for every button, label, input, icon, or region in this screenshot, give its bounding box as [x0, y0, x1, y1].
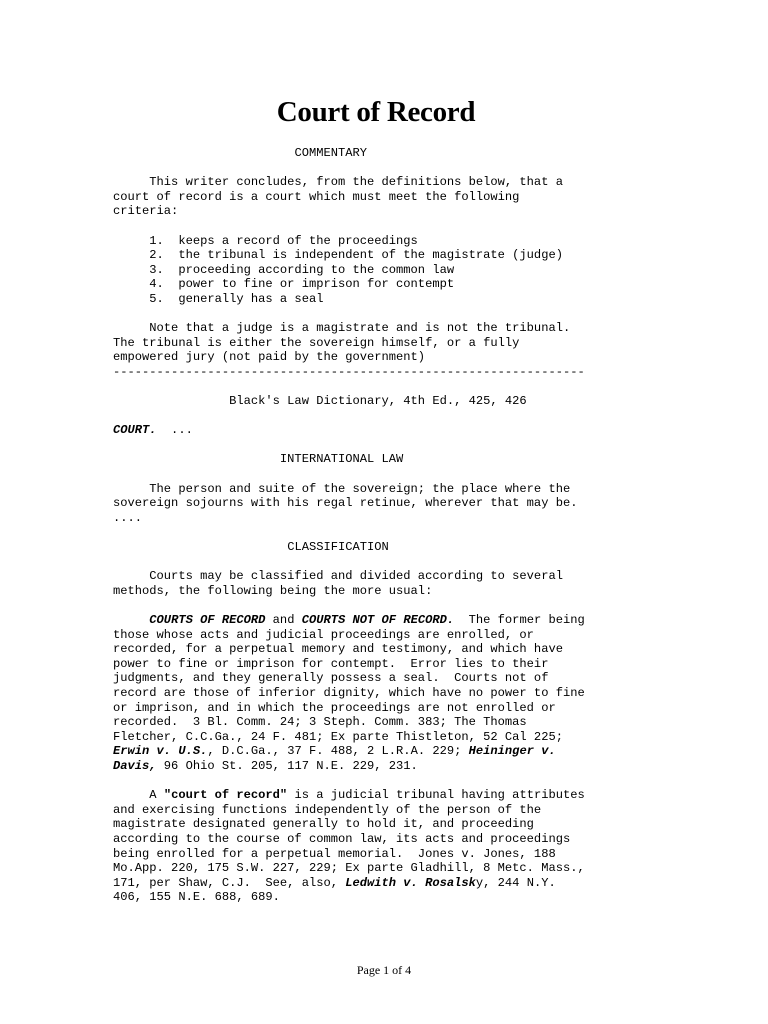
- note-line: Note that a judge is a magistrate and is not the tribunal.: [113, 321, 571, 336]
- note-line: The tribunal is either the sovereign himself, or a fully: [113, 335, 520, 350]
- classification-p2-line: being enrolled for a perpetual memorial. Jones v. Jones, 188: [113, 846, 556, 861]
- criteria-item: 5. generally has a seal: [113, 291, 324, 306]
- term-courts-of-record: COURTS OF RECORD: [149, 613, 266, 627]
- term-courts-not-of-record: COURTS NOT OF RECORD.: [301, 613, 455, 627]
- classification-p1-line: record are those of inferior dignity, which have no power to fine: [113, 685, 585, 700]
- international-heading-text: INTERNATIONAL LAW: [279, 452, 404, 467]
- case-heininger: Heininger v.: [468, 744, 556, 759]
- classification-p2-line: Mo.App. 220, 175 S.W. 227, 229; Ex parte Gladhill, 8 Metc. Mass.,: [113, 861, 585, 876]
- classification-heading-text: CLASSIFICATION: [287, 540, 389, 555]
- commentary-heading: [113, 146, 713, 161]
- international-line: ....: [113, 510, 143, 525]
- court-term: COURT.: [113, 423, 157, 438]
- classification-p1-line: recorded. 3 Bl. Comm. 24; 3 Steph. Comm. 383; The Thomas: [113, 715, 527, 730]
- source-citation: Black's Law Dictionary, 4th Ed., 425, 426: [113, 394, 527, 409]
- classification-p1-line: judgments, and they generally possess a seal. Courts not of: [113, 671, 549, 686]
- classification-intro-line: Courts may be classified and divided according to several: [113, 569, 563, 584]
- criteria-item: 3. proceeding according to the common law: [113, 262, 455, 277]
- classification-p2-line: 406, 155 N.E. 688, 689.: [113, 890, 280, 905]
- classification-p1-line: or imprison, and in which the proceedings are not enrolled or: [113, 700, 556, 715]
- document-body: [113, 146, 713, 905]
- commentary-intro-line: court of record is a court which must meet the following: [113, 189, 520, 204]
- page-title: Court of Record: [276, 96, 476, 128]
- court-term-line: [113, 423, 713, 438]
- criteria-item: 4. power to fine or imprison for contempt: [113, 277, 455, 292]
- classification-p1-line1: COURTS OF RECORD and COURTS NOT OF RECORD. The former being: [149, 613, 585, 627]
- classification-p2-line: according to the course of common law, its acts and proceedings: [113, 831, 571, 846]
- classification-p2-line: and exercising functions independently of the person of the: [113, 802, 542, 817]
- classification-p2-line: magistrate designated generally to hold it, and proceeding: [113, 817, 534, 832]
- classification-p1-line: those whose acts and judicial proceedings are enrolled, or: [113, 627, 534, 642]
- case-erwin: Erwin v. U.S.: [113, 744, 208, 759]
- classification-heading: [113, 540, 713, 555]
- commentary-intro-line: This writer concludes, from the definitions below, that a: [113, 175, 563, 190]
- classification-p1-line: Erwin v. U.S., D.C.Ga., 37 F. 488, 2 L.R.A. 229; Heininger v.: [113, 744, 556, 759]
- court-term-rest: ...: [156, 423, 193, 438]
- page-number: Page 1 of 4: [356, 963, 412, 977]
- criteria-item: 2. the tribunal is independent of the magistrate (judge): [113, 248, 563, 263]
- classification-p2-line: 171, per Shaw, C.J. See, also, Ledwith v. Rosalsky, 244 N.Y.: [113, 875, 556, 890]
- international-line: sovereign sojourns with his regal retinue, wherever that may be.: [113, 496, 578, 511]
- section-divider: -----------------------------------------------------------------: [113, 364, 585, 379]
- international-line: The person and suite of the sovereign; the place where the: [113, 481, 571, 496]
- classification-p2-line1: A "court of record" is a judicial tribunal having attributes: [113, 788, 585, 803]
- international-heading: [113, 452, 713, 467]
- classification-p1-line: power to fine or imprison for contempt. Error lies to their: [113, 656, 549, 671]
- note-line: empowered jury (not paid by the government): [113, 350, 426, 365]
- classification-p1-line: Davis, 96 Ohio St. 205, 117 N.E. 229, 231.: [113, 758, 418, 773]
- commentary-heading-text: COMMENTARY: [294, 146, 368, 160]
- criteria-item: 1. keeps a record of the proceedings: [113, 233, 418, 248]
- classification-intro-line: methods, the following being the more usual:: [113, 583, 433, 598]
- commentary-intro-line: criteria:: [113, 204, 179, 219]
- case-ledwith: Ledwith v. Rosalsk: [345, 875, 476, 890]
- term-court-of-record: "court of record": [163, 788, 288, 803]
- case-heininger-cont: Davis,: [113, 758, 157, 773]
- classification-p1-line: recorded, for a perpetual memory and testimony, and which have: [113, 642, 563, 657]
- classification-p1-line: Fletcher, C.C.Ga., 24 F. 481; Ex parte Thistleton, 52 Cal 225;: [113, 729, 563, 744]
